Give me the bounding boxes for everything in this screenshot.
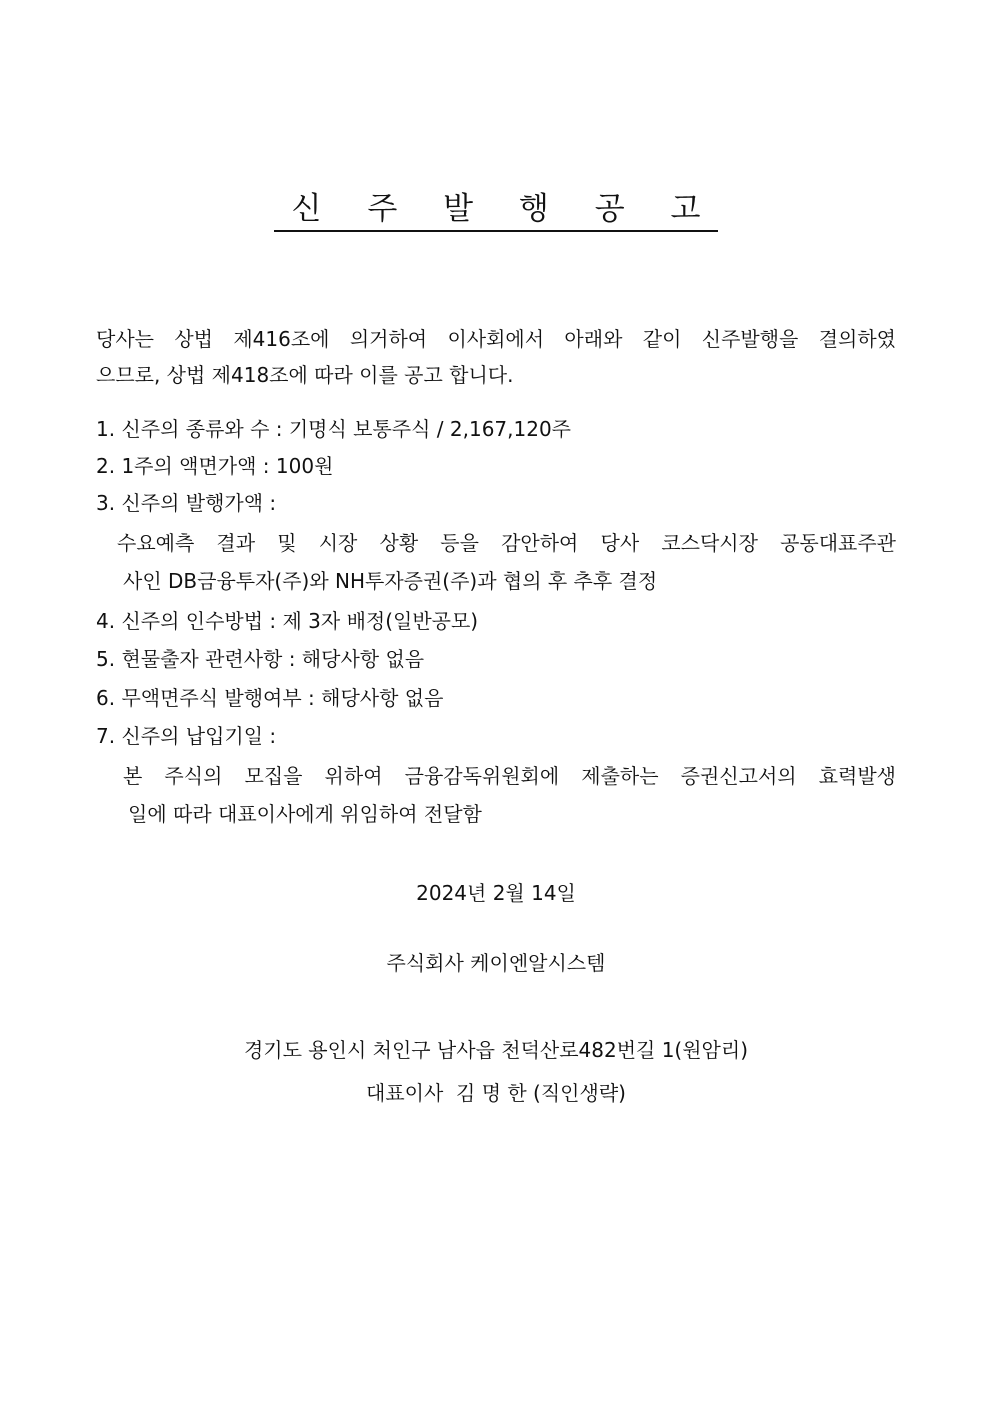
item-5-in-kind-contribution: 5. 현물출자 관련사항 : 해당사항 없음 bbox=[96, 647, 425, 671]
intro-line-2: 으므로, 상법 제418조에 따라 이를 공고 합니다. bbox=[96, 363, 514, 387]
item-3-detail-line-1: 수요예측 결과 및 시장 상황 등을 감안하여 당사 코스닥시장 공동대표주관 bbox=[117, 531, 896, 555]
notice-title-container bbox=[0, 188, 992, 232]
company-address: 경기도 용인시 처인구 남사읍 천덕산로482번길 1(원암리) bbox=[243, 1038, 748, 1062]
item-3-issue-price: 3. 신주의 발행가액 : bbox=[96, 491, 277, 515]
item-1-share-type: 1. 신주의 종류와 수 : 기명식 보통주식 / 2,167,120주 bbox=[96, 417, 572, 441]
item-2-par-value: 2. 1주의 액면가액 : 100원 bbox=[96, 454, 334, 478]
item-3-detail-line-2: 사인 DB금융투자(주)와 NH투자증권(주)과 협의 후 추후 결정 bbox=[123, 569, 658, 593]
company-name: 주식회사 케이엔알시스템 bbox=[386, 951, 606, 975]
item-6-no-par-shares: 6. 무액면주식 발행여부 : 해당사항 없음 bbox=[96, 686, 444, 710]
item-4-subscription-method: 4. 신주의 인수방법 : 제 3자 배정(일반공모) bbox=[96, 609, 479, 633]
item-7-payment-date: 7. 신주의 납입기일 : bbox=[96, 724, 277, 748]
notice-date: 2024년 2월 14일 bbox=[416, 881, 576, 905]
item-7-detail-line-2: 일에 따라 대표이사에게 위임하여 전달함 bbox=[128, 802, 482, 826]
item-7-detail-line-1: 본 주식의 모집을 위하여 금융감독위원회에 제출하는 증권신고서의 효력발생 bbox=[123, 764, 896, 788]
notice-title: 신 주 발 행 공 고 bbox=[274, 188, 719, 232]
intro-line-1: 당사는 상법 제416조에 의거하여 이사회에서 아래와 같이 신주발행을 결의하였 bbox=[96, 327, 896, 351]
representative-signature: 대표이사 김 명 한 (직인생략) bbox=[366, 1081, 626, 1105]
